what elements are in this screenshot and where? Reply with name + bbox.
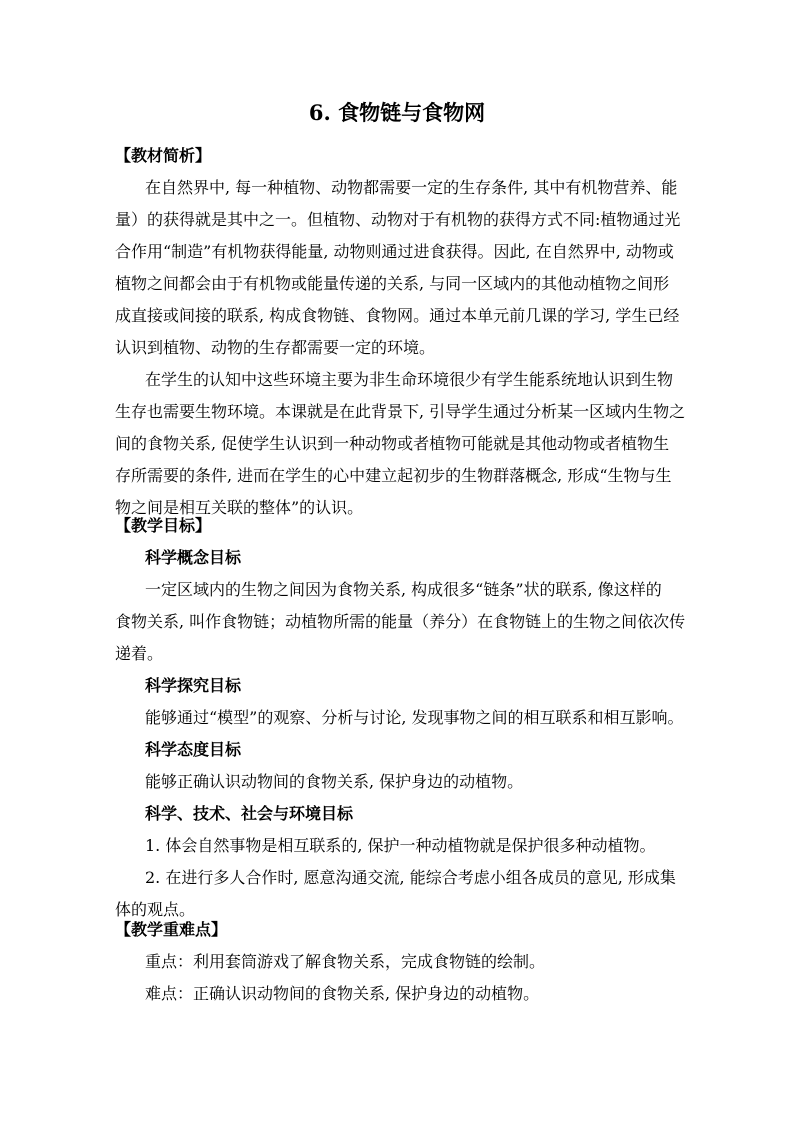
- paragraph-line: 物之间是相互关联的整体”的认识。: [115, 498, 364, 517]
- goal-title: 科学概念目标: [145, 548, 242, 567]
- paragraph-line: 在自然界中, 每一种植物、动物都需要一定的生存条件, 其中有机物营养、能: [145, 178, 678, 197]
- paragraph-line: 合作用“制造”有机物获得能量, 动物则通过进食获得。因此, 在自然界中, 动物或: [115, 242, 674, 261]
- key-point: 重点：利用套筒游戏了解食物关系，完成食物链的绘制。: [145, 952, 546, 971]
- paragraph-line: 递着。: [115, 644, 164, 663]
- goal-title: 科学态度目标: [145, 740, 242, 759]
- section-key-difficult-points: [115, 914, 690, 1010]
- paragraph-line: 能够正确认识动物间的食物关系, 保护身边的动植物。: [145, 772, 524, 791]
- list-item: 2. 在进行多人合作时, 愿意沟通交流, 能综合考虑小组各成员的意见, 形成集: [145, 868, 676, 887]
- paragraph-line: 生存也需要生物环境。本课就是在此背景下, 引导学生通过分析某一区域内生物之: [115, 402, 686, 421]
- goal-title: 科学探究目标: [145, 676, 242, 695]
- section-teaching-goals: [115, 510, 690, 926]
- section-textbook-analysis: [115, 140, 690, 524]
- paragraph-line: 在学生的认知中这些环境主要为非生命环境很少有学生能系统地认识到生物: [145, 370, 674, 389]
- paragraph-line: 植物之间都会由于有机物或能量传递的关系, 与同一区域内的其他动植物之间形: [115, 274, 670, 293]
- paragraph-line: 间的食物关系, 促使学生认识到一种动物或者植物可能就是其他动物或者植物生: [115, 434, 670, 453]
- paragraph-line: 能够通过“模型”的观察、分析与讨论, 发现事物之间的相互联系和相互影响。: [145, 708, 684, 727]
- paragraph-line: 量）的获得就是其中之一。但植物、动物对于有机物的获得方式不同:植物通过光: [115, 210, 681, 229]
- difficult-point: 难点：正确认识动物间的食物关系, 保护身边的动植物。: [145, 984, 540, 1003]
- section-heading: 【教材简析】: [115, 146, 212, 165]
- paragraph-line: 一定区域内的生物之间因为食物关系, 构成很多“链条”状的联系, 像这样的: [145, 580, 662, 599]
- paragraph-line: 认识到植物、动物的生存都需要一定的环境。: [115, 338, 436, 357]
- goal-title: 科学、技术、社会与环境目标: [145, 804, 354, 823]
- page-title: 6. 食物链与食物网: [308, 100, 486, 125]
- section-heading: 【教学重难点】: [115, 920, 228, 939]
- paragraph-line: 存所需要的条件, 进而在学生的心中建立起初步的生物群落概念, 形成“生物与生: [115, 466, 672, 485]
- paragraph-line: 食物关系, 叫作食物链；动植物所需的能量（养分）在食物链上的生物之间依次传: [115, 612, 686, 631]
- paragraph-line: 成直接或间接的联系, 构成食物链、食物网。通过本单元前几课的学习, 学生已经: [115, 306, 680, 325]
- list-item: 1. 体会自然事物是相互联系的, 保护一种动植物就是保护很多种动植物。: [145, 836, 656, 855]
- paragraph-line: 体的观点。: [115, 900, 196, 919]
- section-heading: 【教学目标】: [115, 516, 212, 535]
